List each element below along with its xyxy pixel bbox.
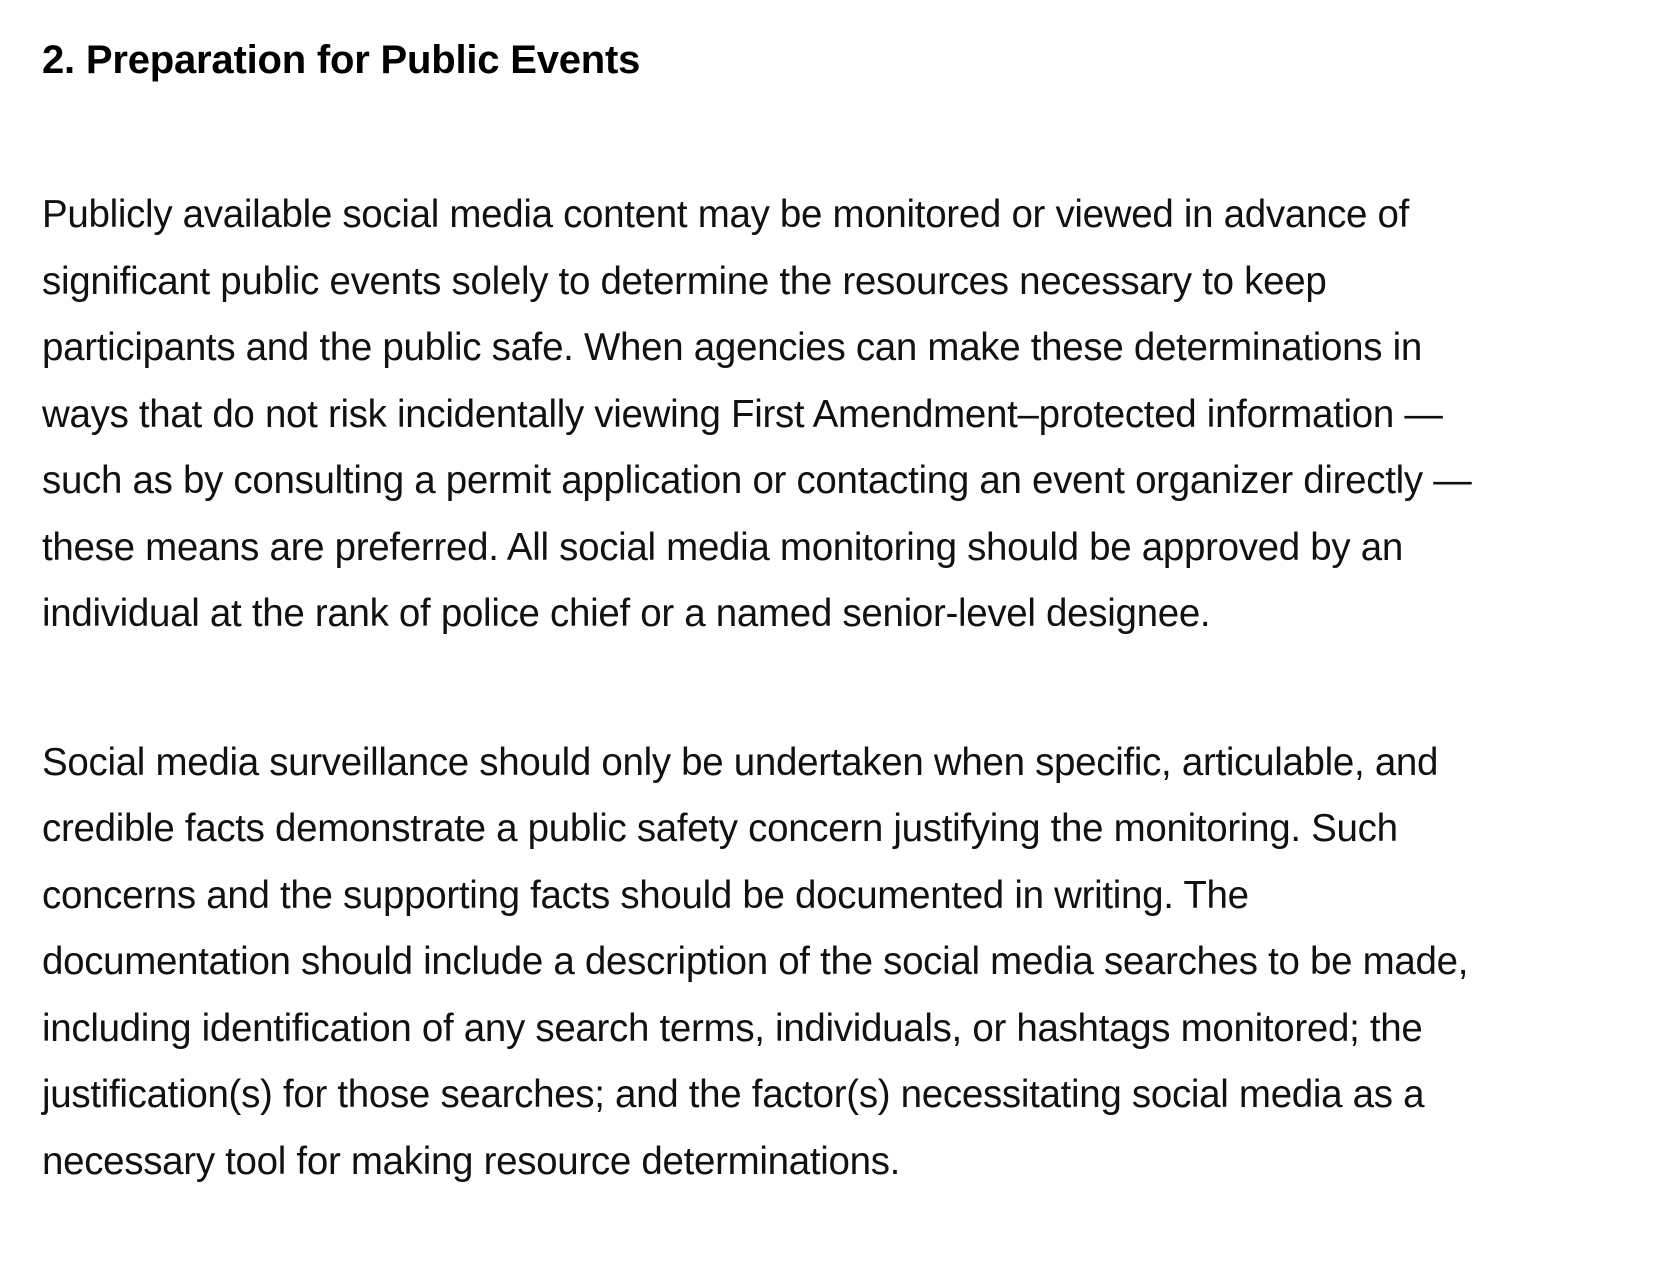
paragraph-line: credible facts demonstrate a public safety concern justifying the monitoring. Such xyxy=(42,807,1398,850)
paragraph-line: concerns and the supporting facts should be documented in writing. The xyxy=(42,873,1249,917)
section-heading: 2. Preparation for Public Events xyxy=(42,38,641,82)
paragraph-line: ways that do not risk incidentally viewing First Amendment–protected information — xyxy=(42,392,1443,436)
paragraph-line: Social media surveillance should only be undertaken when specific, articulable, and xyxy=(42,740,1439,784)
paragraph-line: these means are preferred. All social media monitoring should be approved by an xyxy=(42,525,1403,569)
paragraph-line: individual at the rank of police chief or a named senior-level designee. xyxy=(42,592,1211,635)
paragraph-line: significant public events solely to determine the resources necessary to keep xyxy=(42,259,1327,303)
paragraph-line: necessary tool for making resource determinations. xyxy=(42,1139,901,1183)
paragraph-line: including identification of any search terms, individuals, or hashtags monitored; the xyxy=(42,1006,1423,1050)
paragraph-line: Publicly available social media content may be monitored or viewed in advance of xyxy=(42,193,1410,236)
paragraph-line: justification(s) for those searches; and the factor(s) necessitating social media as a xyxy=(42,1073,1425,1116)
paragraph-line: documentation should include a description of the social media searches to be made, xyxy=(42,940,1469,983)
paragraph-line: such as by consulting a permit application or contacting an event organizer directly — xyxy=(42,459,1472,502)
paragraph-line: participants and the public safe. When agencies can make these determinations in xyxy=(42,326,1422,369)
document-body xyxy=(42,38,1612,1195)
paragraph-event-preparation xyxy=(42,182,1612,648)
paragraph-surveillance-standard xyxy=(42,730,1612,1196)
